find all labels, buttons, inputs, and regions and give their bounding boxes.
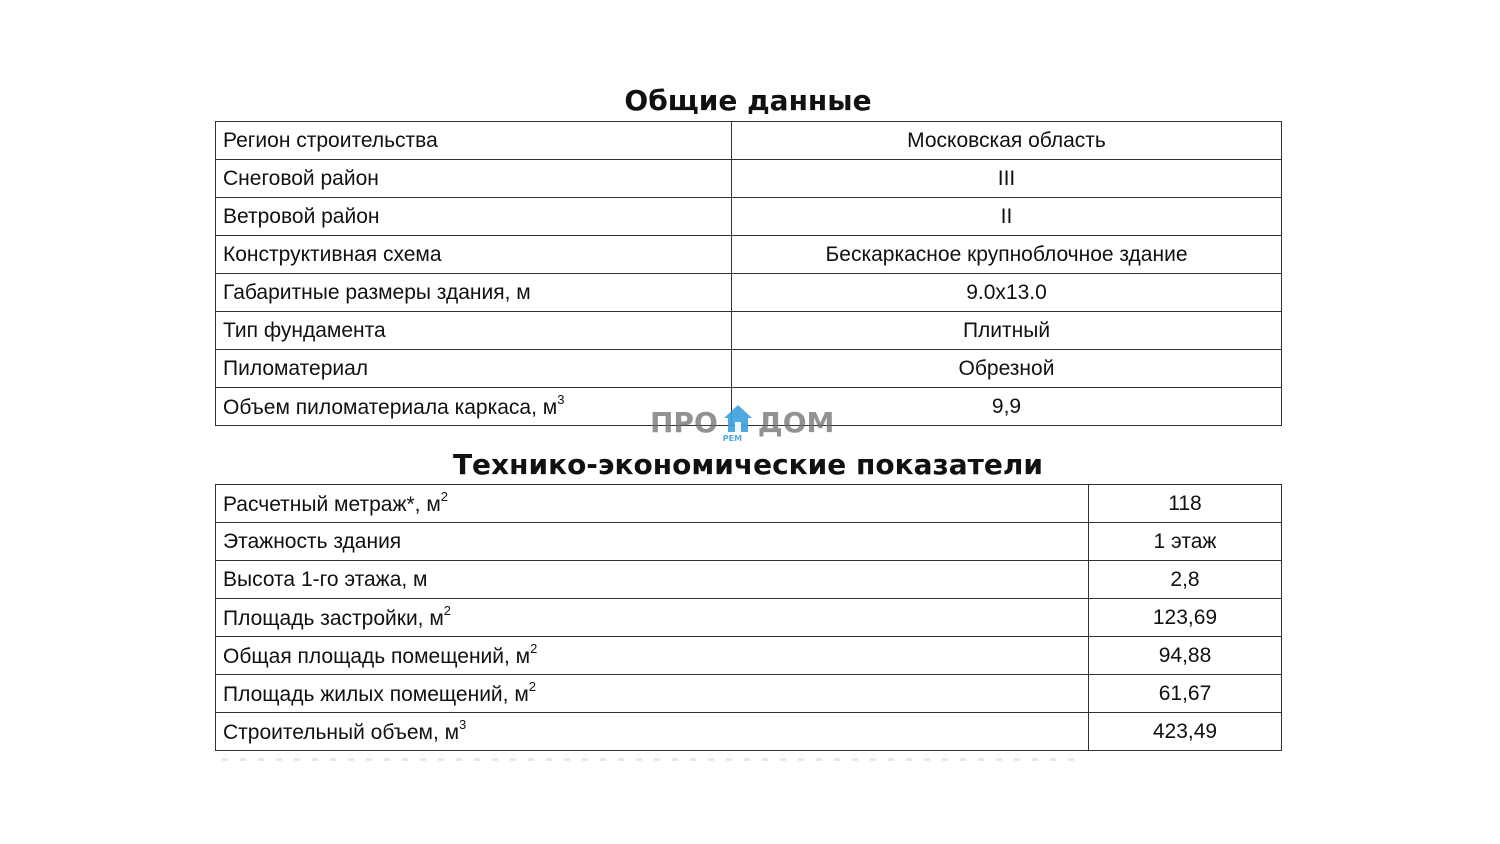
- row-label: Снеговой район: [223, 167, 379, 190]
- row-value: Московская область: [732, 122, 1282, 160]
- row-label: Этажность здания: [223, 530, 402, 553]
- row-label-cell: [216, 599, 1089, 637]
- row-label: Конструктивная схема: [223, 243, 442, 266]
- table-row: [216, 350, 1282, 388]
- row-label-cell: [216, 198, 732, 236]
- table-row: [216, 312, 1282, 350]
- row-label: Ветровой район: [223, 205, 380, 228]
- row-value: 9.0x13.0: [732, 274, 1282, 312]
- row-label: Высота 1-го этажа, м: [223, 568, 428, 591]
- row-value: III: [732, 160, 1282, 198]
- general-data-title: Общие данные: [624, 84, 872, 117]
- row-value: Обрезной: [732, 350, 1282, 388]
- table-row: [216, 198, 1282, 236]
- table-row: [216, 274, 1282, 312]
- unit-exponent: 2: [443, 603, 452, 618]
- row-label-cell: [216, 713, 1089, 751]
- row-label-cell: [216, 312, 732, 350]
- unit-exponent: 2: [440, 489, 449, 504]
- table-row: [216, 236, 1282, 274]
- watermark-sub-text: РЕМ: [722, 434, 743, 443]
- row-label: Тип фундамента: [223, 319, 386, 342]
- table-row: [216, 388, 1282, 426]
- row-label-cell: [216, 675, 1089, 713]
- row-label-cell: [216, 274, 732, 312]
- row-label: Габаритные размеры здания, м: [223, 281, 531, 304]
- row-value: 423,49: [1089, 713, 1282, 751]
- unit-exponent: 2: [530, 641, 538, 656]
- table-row: [216, 485, 1282, 523]
- row-label-cell: [216, 388, 732, 426]
- row-label: Расчетный метраж*, м: [223, 493, 441, 516]
- row-value: 9,9: [732, 388, 1282, 426]
- table-row: [216, 160, 1282, 198]
- row-value: 118: [1089, 485, 1282, 523]
- row-label: Общая площадь помещений, м: [223, 645, 531, 668]
- watermark-left-text: ПРО: [650, 405, 718, 439]
- table-row: [216, 713, 1282, 751]
- row-value: 123,69: [1089, 599, 1282, 637]
- unit-exponent: 3: [557, 392, 565, 407]
- row-label: Строительный объем, м: [223, 721, 460, 744]
- row-label: Регион строительства: [223, 129, 438, 152]
- general-data-table: [215, 121, 1282, 426]
- tep-title: Технико-экономические показатели: [452, 448, 1044, 481]
- table-row: [216, 637, 1282, 675]
- row-value: 1 этаж: [1089, 523, 1282, 561]
- table-row: [216, 523, 1282, 561]
- table-row: [216, 561, 1282, 599]
- cropped-footnote-line: [222, 758, 1082, 761]
- row-label-cell: [216, 523, 1089, 561]
- row-label: Пиломатериал: [223, 357, 369, 380]
- row-label-cell: [216, 561, 1089, 599]
- table-row: [216, 599, 1282, 637]
- row-label-cell: [216, 350, 732, 388]
- unit-exponent: 2: [528, 679, 536, 694]
- table-row: [216, 675, 1282, 713]
- row-value: Плитный: [732, 312, 1282, 350]
- tep-table: [215, 484, 1282, 751]
- row-label-cell: [216, 236, 732, 274]
- row-label-cell: [216, 485, 1089, 523]
- table-row: [216, 122, 1282, 160]
- unit-exponent: 3: [459, 717, 467, 732]
- row-label-cell: [216, 637, 1089, 675]
- row-value: II: [732, 198, 1282, 236]
- row-label: Площадь жилых помещений, м: [223, 683, 529, 706]
- row-label: Площадь застройки, м: [223, 607, 444, 630]
- row-value: 61,67: [1089, 675, 1282, 713]
- row-label-cell: [216, 122, 732, 160]
- row-value: 2,8: [1089, 561, 1282, 599]
- row-label-cell: [216, 160, 732, 198]
- watermark-right-text: ДОМ: [757, 405, 835, 439]
- row-value: 94,88: [1089, 637, 1282, 675]
- row-label: Объем пиломатериала каркаса, м: [223, 396, 558, 419]
- row-value: Бескаркасное крупноблочное здание: [732, 236, 1282, 274]
